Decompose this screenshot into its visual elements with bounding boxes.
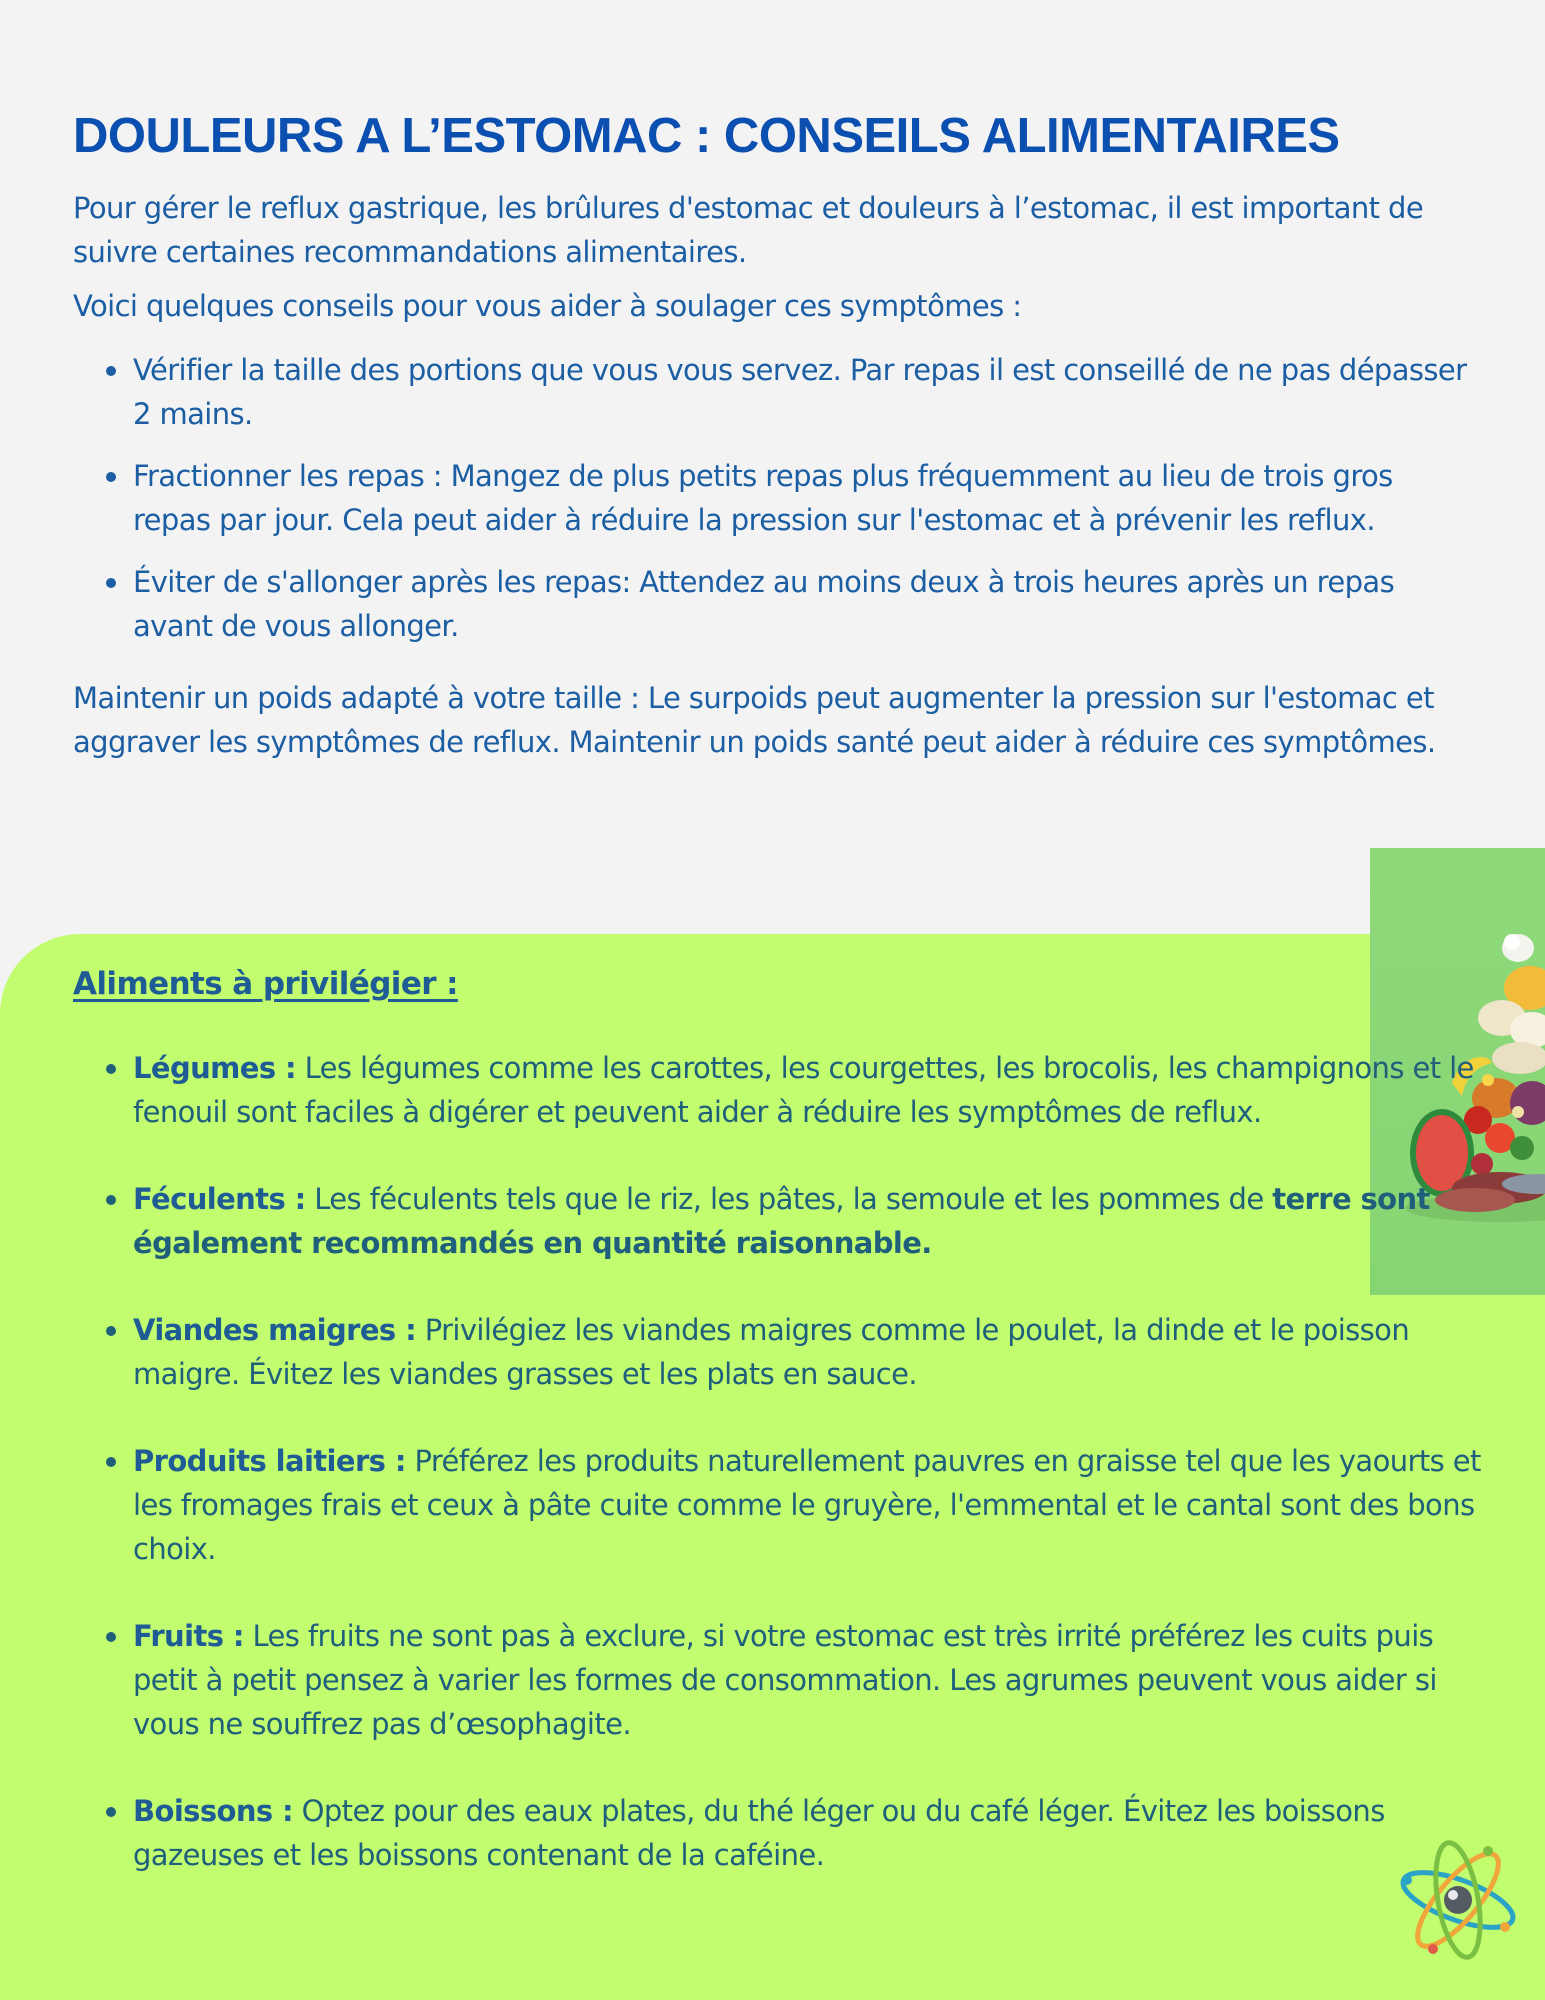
list-item: Éviter de s'allonger après les repas: Attendez au moins deux à trois heures après un repas avant de vous allonger. xyxy=(73,560,1473,648)
list-item xyxy=(73,1308,1493,1396)
foods-section xyxy=(73,962,1493,1920)
closing-paragraph: Maintenir un poids adapté à votre taille : Le surpoids peut augmenter la pression sur l'estomac et aggraver les symptômes de reflux. Maintenir un poids santé peut aider à réduire ces symptômes. xyxy=(73,681,1436,759)
list-item xyxy=(73,1439,1493,1571)
item-text: Optez pour des eaux plates, du thé léger ou du café léger. Évitez les boissons gazeuses et les boissons contenant de la caféine. xyxy=(133,1794,1385,1872)
advice-list xyxy=(73,348,1473,648)
foods-heading: Aliments à privilégier : xyxy=(73,966,458,1002)
list-item: Vérifier la taille des portions que vous vous servez. Par repas il est conseillé de ne pas dépasser 2 mains. xyxy=(73,348,1473,436)
item-term: Viandes maigres : xyxy=(133,1313,417,1347)
page-title: DOULEURS A L’ESTOMAC : CONSEILS ALIMENTAIRES xyxy=(73,109,1340,163)
item-term: Féculents : xyxy=(133,1182,306,1216)
list-item xyxy=(73,1177,1493,1265)
list-item xyxy=(73,1046,1493,1134)
list-item xyxy=(73,1789,1493,1877)
list-item xyxy=(73,1614,1493,1746)
item-text: Les fruits ne sont pas à exclure, si votre estomac est très irrité préférez les cuits puis petit à petit pensez à varier les formes de consommation. Les agrumes peuvent vous aider si vous ne souffrez pas d’œsophagite. xyxy=(133,1619,1437,1741)
item-term: Produits laitiers : xyxy=(133,1444,406,1478)
item-text: Les légumes comme les carottes, les courgettes, les brocolis, les champignons et le fenouil sont faciles à digérer et peuvent aider à réduire les symptômes de reflux. xyxy=(133,1051,1474,1129)
list-item: Fractionner les repas : Mangez de plus petits repas plus fréquemment au lieu de trois gros repas par jour. Cela peut aider à réduire la pression sur l'estomac et à prévenir les reflux. xyxy=(73,454,1473,542)
item-term: Boissons : xyxy=(133,1794,294,1828)
item-emphasis: terre sont également recommandés en quantité raisonnable. xyxy=(133,1182,1430,1260)
item-term: Légumes : xyxy=(133,1051,296,1085)
item-text: Préférez les produits naturellement pauvres en graisse tel que les yaourts et les fromages frais et ceux à pâte cuite comme le gruyère, l'emmental et le cantal sont des bons choix. xyxy=(133,1444,1481,1566)
intro-paragraph: Voici quelques conseils pour vous aider à soulager ces symptômes : xyxy=(73,289,1022,323)
intro-paragraph: Pour gérer le reflux gastrique, les brûlures d'estomac et douleurs à l’estomac, il est important de suivre certaines recommandations alimentaires. xyxy=(73,191,1424,269)
item-text: Privilégiez les viandes maigres comme le poulet, la dinde et le poisson maigre. Évitez les viandes grasses et les plats en sauce. xyxy=(133,1313,1410,1391)
atom-logo-icon xyxy=(1393,1835,1523,1969)
atom-icon xyxy=(1393,1835,1523,1965)
foods-list xyxy=(73,1046,1493,1877)
item-text: Les féculents tels que le riz, les pâtes, la semoule et les pommes de xyxy=(305,1182,1273,1216)
item-term: Fruits : xyxy=(133,1619,244,1653)
intro-section xyxy=(73,186,1473,774)
